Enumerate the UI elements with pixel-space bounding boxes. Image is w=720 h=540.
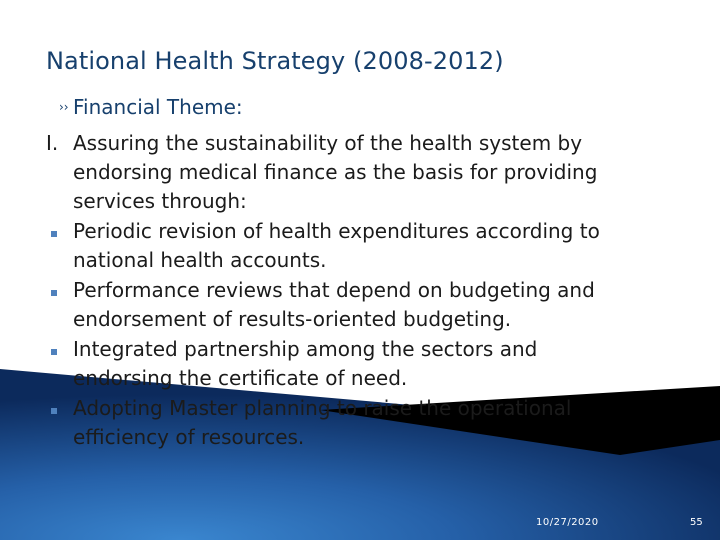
footer-date: 10/27/2020 bbox=[536, 517, 599, 528]
intro-line: Assuring the sustainability of the health system by bbox=[73, 131, 583, 155]
bullet-line: Periodic revision of health expenditures according to bbox=[73, 219, 600, 243]
bullet-line: endorsement of results-oriented budgeting. bbox=[73, 307, 512, 331]
bullet-line: Performance reviews that depend on budgeting and bbox=[73, 278, 595, 302]
square-bullet-icon bbox=[51, 290, 57, 296]
slide-number: 55 bbox=[690, 517, 703, 528]
arrow-bullet-icon: ›› bbox=[59, 100, 69, 114]
intro-line: services through: bbox=[73, 189, 247, 213]
square-bullet-icon bbox=[51, 349, 57, 355]
bullet-line: Adopting Master planning to raise the operational bbox=[73, 396, 572, 420]
intro-line: endorsing medical finance as the basis for providing bbox=[73, 160, 598, 184]
bullet-line: efficiency of resources. bbox=[73, 425, 305, 449]
slide-title: National Health Strategy (2008-2012) bbox=[46, 47, 504, 75]
square-bullet-icon bbox=[51, 231, 57, 237]
bullet-line: endorsing the certificate of need. bbox=[73, 366, 408, 390]
section-number: I. bbox=[46, 131, 59, 155]
bullet-line: national health accounts. bbox=[73, 248, 327, 272]
theme-heading: Financial Theme: bbox=[73, 95, 243, 119]
bullet-line: Integrated partnership among the sectors and bbox=[73, 337, 538, 361]
square-bullet-icon bbox=[51, 408, 57, 414]
